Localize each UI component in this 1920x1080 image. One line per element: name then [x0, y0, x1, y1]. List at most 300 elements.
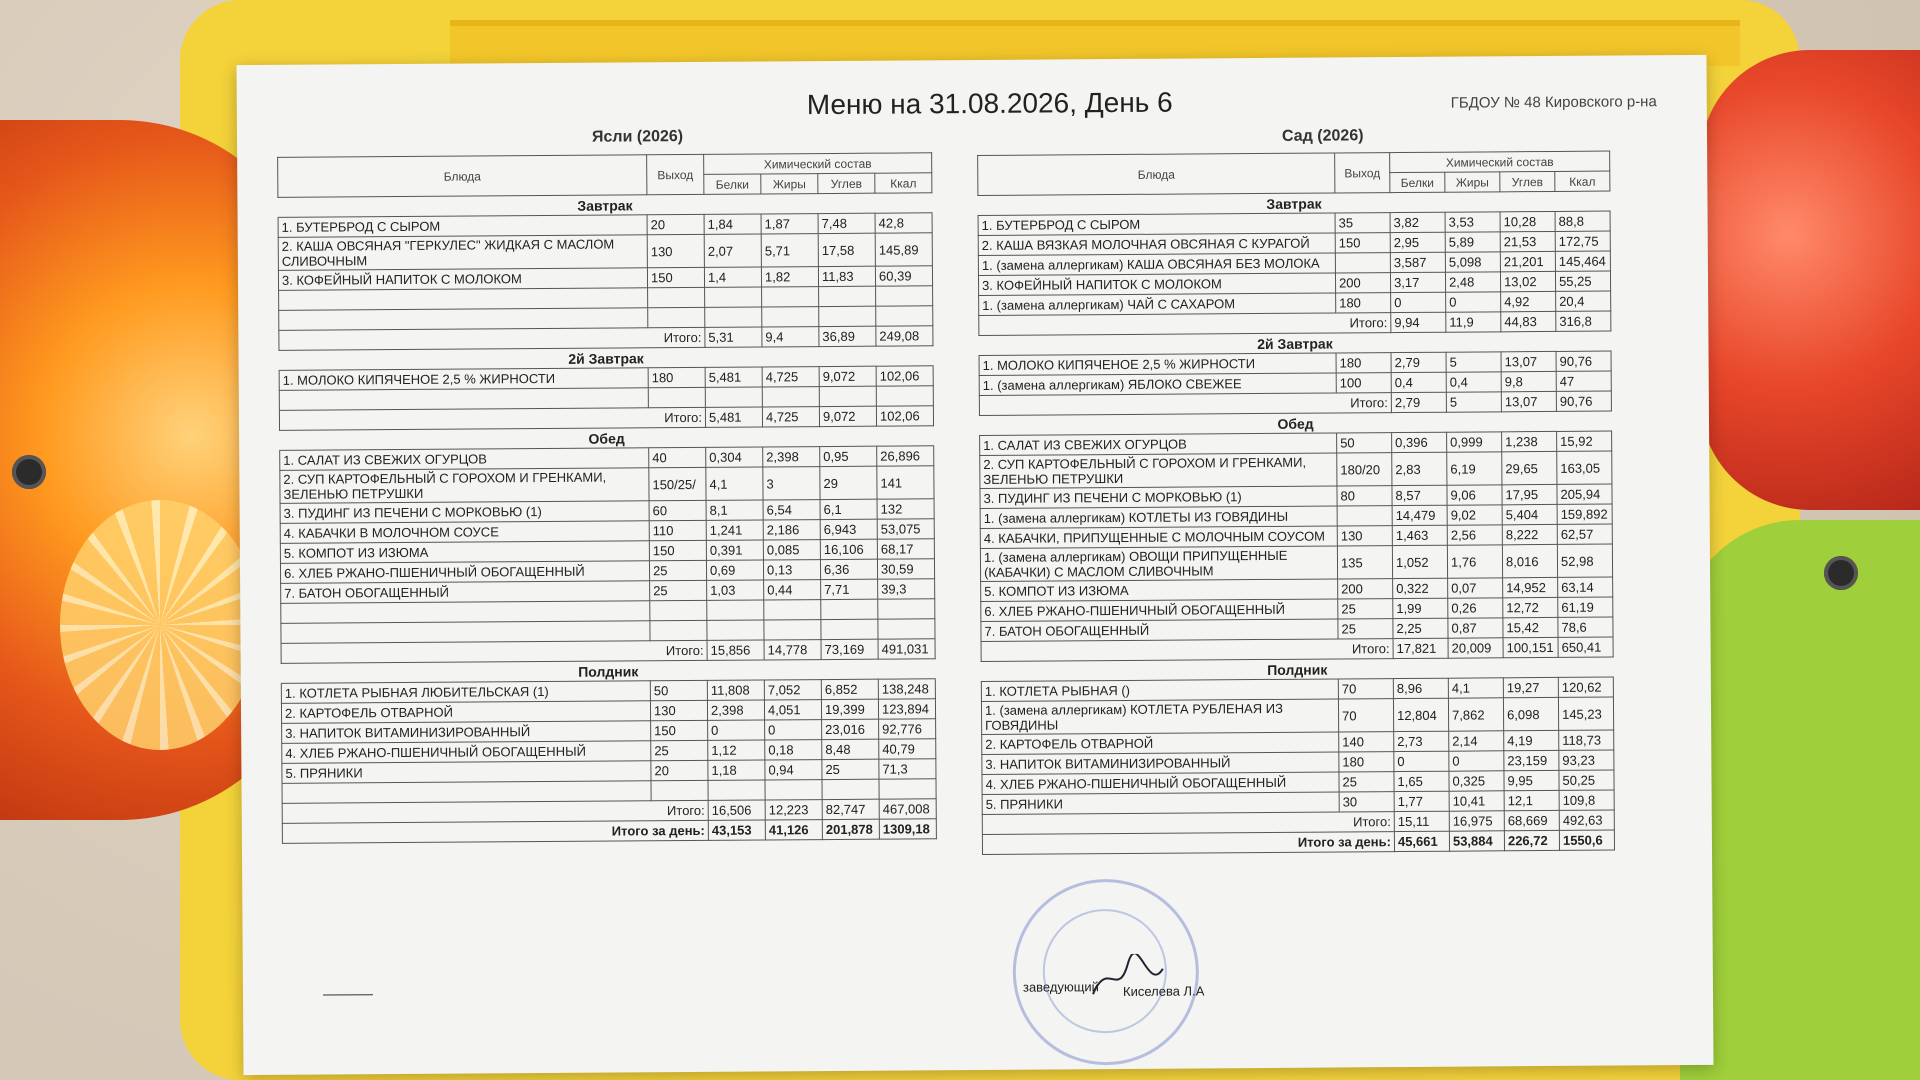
table-cell: 25 [1338, 599, 1393, 619]
dish-name: 4. ХЛЕБ РЖАНО-ПШЕНИЧНЫЙ ОБОГАЩЕННЫЙ [282, 741, 651, 764]
menu-sheet [236, 55, 1713, 1075]
table-cell: 3,53 [1445, 212, 1500, 232]
kindergarten-menu-table [977, 151, 1615, 855]
table-cell: 0,44 [764, 580, 821, 600]
table-cell: 8,222 [1502, 524, 1557, 544]
table-cell: 1,03 [707, 580, 764, 600]
table-cell: 61,19 [1558, 597, 1613, 617]
col-carbs-header: Углев [818, 173, 875, 193]
total-cell: 650,41 [1558, 637, 1613, 657]
table-cell [876, 286, 933, 306]
table-cell: 47 [1556, 371, 1611, 391]
table-cell: 180 [1336, 353, 1391, 373]
table-cell: 1,052 [1392, 545, 1447, 578]
dish-name [281, 621, 650, 644]
dish-name: 3. ПУДИНГ ИЗ ПЕЧЕНИ С МОРКОВЬЮ (1) [980, 486, 1337, 508]
table-cell: 5,481 [705, 367, 762, 387]
table-cell: 60 [649, 500, 706, 520]
table-cell: 0,325 [1449, 771, 1504, 791]
table-cell [878, 619, 935, 639]
dish-name: 4. КАБАЧКИ В МОЛОЧНОМ СОУСЕ [280, 521, 649, 544]
table-cell: 5,098 [1445, 252, 1500, 272]
section-title: 2й Завтрак [979, 331, 1611, 355]
table-cell: 8,57 [1392, 485, 1447, 505]
dish-name: 1. БУТЕРБРОД С СЫРОМ [978, 213, 1335, 235]
table-row [280, 466, 934, 504]
dish-name: 1. МОЛОКО КИПЯЧЕНОЕ 2,5 % ЖИРНОСТИ [979, 353, 1336, 375]
total-cell: 249,08 [876, 326, 933, 346]
table-cell: 1,238 [1502, 431, 1557, 451]
table-cell: 6,943 [820, 519, 877, 539]
total-cell: 492,63 [1559, 810, 1614, 830]
table-cell: 14,479 [1392, 505, 1447, 525]
table-cell: 17,95 [1502, 484, 1557, 504]
total-cell: 5 [1446, 392, 1501, 412]
table-cell [705, 387, 762, 407]
table-cell: 21,201 [1500, 251, 1555, 271]
total-cell: 68,669 [1504, 810, 1559, 830]
total-cell: 316,8 [1556, 311, 1611, 331]
table-cell: 0,69 [706, 560, 763, 580]
table-cell: 6,852 [821, 679, 878, 699]
table-cell: 1,241 [706, 520, 763, 540]
dish-name: 1. (замена аллергикам) ЧАЙ С САХАРОМ [979, 293, 1336, 315]
table-cell: 78,6 [1558, 617, 1613, 637]
table-cell: 2,398 [707, 700, 764, 720]
nursery-menu-table [277, 152, 937, 844]
dish-name: 1. КОТЛЕТА РЫБНАЯ ЛЮБИТЕЛЬСКАЯ (1) [281, 681, 650, 704]
table-cell: 0,26 [1448, 598, 1503, 618]
table-cell: 7,71 [821, 579, 878, 599]
table-cell: 172,75 [1555, 231, 1610, 251]
total-cell: 44,83 [1501, 311, 1556, 331]
orange-slice-image [60, 500, 260, 750]
table-cell: 21,53 [1500, 231, 1555, 251]
section-title: Полдник [281, 659, 935, 684]
dish-name: 1. (замена аллергикам) ЯБЛОКО СВЕЖЕЕ [979, 373, 1336, 395]
table-cell: 102,06 [876, 366, 933, 386]
table-cell: 3 [763, 467, 820, 500]
table-cell: 40 [649, 447, 706, 467]
table-cell: 5,404 [1502, 504, 1557, 524]
table-cell [705, 287, 762, 307]
table-cell: 2,07 [704, 234, 761, 267]
table-cell [650, 620, 707, 640]
table-cell: 200 [1338, 579, 1393, 599]
screw-icon [1824, 556, 1858, 590]
table-cell: 8,48 [822, 739, 879, 759]
table-cell: 0 [765, 720, 822, 740]
table-cell: 25 [650, 580, 707, 600]
table-cell: 2,14 [1449, 731, 1504, 751]
table-cell: 26,896 [877, 446, 934, 466]
col-chem-header: Химический состав [704, 153, 932, 175]
total-cell: 17,821 [1393, 638, 1448, 658]
dish-name: 1. (замена аллергикам) ОВОЩИ ПРИПУЩЕННЫЕ (КАБАЧКИ) С МАСЛОМ СЛИВОЧНЫМ [980, 546, 1337, 581]
table-cell [705, 307, 762, 327]
total-cell: 102,06 [876, 406, 933, 426]
day-total-cell: 53,884 [1449, 831, 1504, 851]
table-cell: 6,19 [1447, 452, 1502, 485]
table-cell: 180 [1339, 752, 1394, 772]
col-output-header: Выход [1335, 153, 1390, 193]
total-label: Итого: [282, 800, 708, 823]
table-cell: 25 [649, 560, 706, 580]
table-cell [822, 779, 879, 799]
table-cell: 30,59 [877, 559, 934, 579]
day-total-cell: 45,661 [1394, 831, 1449, 851]
total-cell: 491,031 [878, 639, 935, 659]
total-cell: 13,07 [1501, 391, 1556, 411]
day-total-row [282, 819, 936, 844]
col-protein-header: Белки [704, 174, 761, 194]
table-cell: 25 [1339, 772, 1394, 792]
table-cell: 70 [1338, 699, 1393, 732]
page-title: Меню на 31.08.2026, День 6 [806, 86, 1173, 121]
total-cell: 90,76 [1556, 391, 1611, 411]
dish-name: 1. (замена аллергикам) КОТЛЕТА РУБЛЕНАЯ ИЗ ГОВЯДИНЫ [981, 699, 1338, 734]
total-cell: 15,856 [707, 640, 764, 660]
table-cell: 30 [1339, 792, 1394, 812]
table-cell: 8,016 [1502, 544, 1557, 577]
signer-name: Киселева Л.А [1122, 983, 1205, 999]
table-cell: 141 [877, 466, 934, 499]
table-cell: 205,94 [1557, 484, 1612, 504]
table-cell: 1,4 [704, 267, 761, 287]
table-cell: 11,808 [707, 680, 764, 700]
table-cell [648, 307, 705, 327]
total-cell: 82,747 [822, 799, 879, 819]
dish-name: 1. МОЛОКО КИПЯЧЕНОЕ 2,5 % ЖИРНОСТИ [279, 368, 648, 391]
table-cell: 130 [650, 700, 707, 720]
day-total-label: Итого за день: [982, 832, 1394, 855]
total-cell: 4,725 [762, 407, 819, 427]
table-cell: 0,391 [706, 540, 763, 560]
table-cell: 150 [651, 720, 708, 740]
dish-name: 1. (замена аллергикам) КАША ОВСЯНАЯ БЕЗ МОЛОКА [978, 253, 1335, 275]
table-cell: 19,27 [1503, 677, 1558, 697]
dish-name [279, 388, 648, 411]
total-cell: 9,4 [762, 327, 819, 347]
table-cell: 50,25 [1559, 770, 1614, 790]
table-cell: 80 [1337, 486, 1392, 506]
table-cell: 135 [1337, 546, 1392, 579]
day-total-cell: 1309,18 [879, 819, 936, 839]
table-cell: 163,05 [1557, 451, 1612, 484]
table-cell: 93,23 [1559, 750, 1614, 770]
table-cell: 8,1 [706, 500, 763, 520]
table-cell: 3,82 [1390, 212, 1445, 232]
table-cell: 2,83 [1392, 452, 1447, 485]
table-cell: 2,79 [1391, 352, 1446, 372]
table-cell: 1,65 [1394, 771, 1449, 791]
day-total-cell: 1550,6 [1559, 830, 1614, 850]
total-label: Итого: [279, 407, 705, 430]
table-cell: 180 [648, 367, 705, 387]
table-cell: 132 [877, 499, 934, 519]
table-cell: 55,25 [1555, 271, 1610, 291]
table-cell: 0,4 [1391, 372, 1446, 392]
table-cell: 4,92 [1501, 291, 1556, 311]
table-cell [648, 287, 705, 307]
table-cell [707, 620, 764, 640]
table-cell: 0 [1446, 292, 1501, 312]
table-cell: 150 [647, 267, 704, 287]
total-label: Итого: [979, 313, 1391, 336]
table-cell [764, 620, 821, 640]
table-cell [821, 599, 878, 619]
table-cell: 71,3 [879, 759, 936, 779]
section-title: Завтрак [978, 191, 1610, 215]
table-cell: 11,83 [818, 266, 875, 286]
dish-name: 5. ПРЯНИКИ [982, 792, 1339, 814]
total-cell: 16,975 [1449, 811, 1504, 831]
total-cell: 9,072 [819, 406, 876, 426]
total-label: Итого: [982, 812, 1394, 835]
dish-name [282, 781, 651, 804]
table-cell: 0,95 [820, 446, 877, 466]
dish-name [281, 601, 650, 624]
green-decoration [1680, 520, 1920, 1080]
table-cell: 9,06 [1447, 485, 1502, 505]
table-cell: 145,23 [1558, 697, 1613, 730]
table-cell: 10,41 [1449, 791, 1504, 811]
table-cell [1335, 253, 1390, 273]
table-cell: 123,894 [878, 699, 935, 719]
total-cell: 15,11 [1394, 811, 1449, 831]
table-cell: 12,72 [1503, 597, 1558, 617]
table-cell [707, 600, 764, 620]
dish-name: 1. САЛАТ ИЗ СВЕЖИХ ОГУРЦОВ [280, 448, 649, 471]
table-cell [765, 780, 822, 800]
table-cell: 29 [820, 466, 877, 499]
table-cell: 130 [1337, 526, 1392, 546]
table-cell: 4,1 [706, 467, 763, 500]
table-cell: 20 [647, 214, 704, 234]
total-cell: 2,79 [1391, 392, 1446, 412]
table-cell [648, 387, 705, 407]
section-title: Полдник [981, 657, 1613, 681]
dish-name: 3. КОФЕЙНЫЙ НАПИТОК С МОЛОКОМ [278, 268, 647, 291]
dish-name: 1. БУТЕРБРОД С СЫРОМ [278, 215, 647, 238]
total-cell: 73,169 [821, 639, 878, 659]
dish-name: 4. КАБАЧКИ, ПРИПУЩЕННЫЕ С МОЛОЧНЫМ СОУСОМ [980, 526, 1337, 548]
dish-name: 4. ХЛЕБ РЖАНО-ПШЕНИЧНЫЙ ОБОГАЩЕННЫЙ [982, 772, 1339, 794]
dish-name: 1. САЛАТ ИЗ СВЕЖИХ ОГУРЦОВ [980, 433, 1337, 455]
table-cell: 42,8 [875, 213, 932, 233]
table-cell: 5 [1446, 352, 1501, 372]
table-cell: 150 [1335, 233, 1390, 253]
table-cell: 1,82 [761, 267, 818, 287]
dish-name: 1. КОТЛЕТА РЫБНАЯ () [981, 679, 1338, 701]
table-cell: 4,19 [1504, 730, 1559, 750]
table-cell [708, 780, 765, 800]
dish-name: 2. КАРТОФЕЛЬ ОТВАРНОЙ [281, 701, 650, 724]
dish-name: 2. КАША ОВСЯНАЯ "ГЕРКУЛЕС" ЖИДКАЯ С МАСЛОМ СЛИВОЧНЫМ [278, 235, 647, 271]
table-cell [878, 599, 935, 619]
table-cell: 20,4 [1556, 291, 1611, 311]
dish-name: 6. ХЛЕБ РЖАНО-ПШЕНИЧНЫЙ ОБОГАЩЕННЫЙ [981, 599, 1338, 621]
dish-name: 6. ХЛЕБ РЖАНО-ПШЕНИЧНЫЙ ОБОГАЩЕННЫЙ [280, 561, 649, 584]
total-cell: 14,778 [764, 640, 821, 660]
total-cell: 9,94 [1391, 312, 1446, 332]
table-cell [876, 306, 933, 326]
table-cell: 0,13 [763, 560, 820, 580]
table-cell [764, 600, 821, 620]
table-cell [819, 286, 876, 306]
table-cell: 145,89 [875, 233, 932, 266]
table-cell: 2,25 [1393, 618, 1448, 638]
table-cell: 150 [649, 540, 706, 560]
table-cell [650, 600, 707, 620]
table-cell: 13,02 [1500, 271, 1555, 291]
table-row [278, 233, 932, 271]
table-cell: 0,18 [765, 740, 822, 760]
table-cell: 110 [649, 520, 706, 540]
strawberry-decoration [1700, 50, 1920, 510]
table-cell: 150/25/ [649, 467, 706, 500]
table-cell: 6,098 [1503, 697, 1558, 730]
col-output-header: Выход [647, 154, 704, 194]
dish-name: 2. СУП КАРТОФЕЛЬНЫЙ С ГОРОХОМ И ГРЕНКАМИ, ЗЕЛЕНЬЮ ПЕТРУШКИ [280, 468, 649, 504]
table-cell: 0,94 [765, 760, 822, 780]
table-cell: 0,4 [1446, 372, 1501, 392]
signer-role: заведующий [1022, 979, 1099, 995]
total-label: Итого: [979, 393, 1391, 416]
table-cell: 12,1 [1504, 790, 1559, 810]
table-cell: 68,17 [877, 539, 934, 559]
dish-name: 3. НАПИТОК ВИТАМИНИЗИРОВАННЫЙ [282, 721, 651, 744]
col-dish-header: Блюда [978, 153, 1335, 195]
table-cell: 1,77 [1394, 791, 1449, 811]
total-label: Итого: [981, 639, 1393, 662]
table-cell: 0,085 [763, 540, 820, 560]
col-fat-header: Жиры [1445, 172, 1500, 192]
total-cell: 12,223 [765, 800, 822, 820]
table-cell [762, 387, 819, 407]
table-cell [762, 307, 819, 327]
table-cell: 0,87 [1448, 618, 1503, 638]
table-cell: 60,39 [875, 266, 932, 286]
table-cell: 6,54 [763, 500, 820, 520]
table-cell: 19,399 [821, 699, 878, 719]
table-cell: 90,76 [1556, 351, 1611, 371]
table-cell: 120,62 [1558, 677, 1613, 697]
total-cell: 5,481 [705, 407, 762, 427]
day-total-cell: 201,878 [822, 819, 879, 839]
table-cell: 52,98 [1557, 544, 1612, 577]
table-cell [762, 287, 819, 307]
dish-name: 7. БАТОН ОБОГАЩЕННЫЙ [281, 581, 650, 604]
table-cell: 1,84 [704, 214, 761, 234]
table-cell: 5,71 [761, 234, 818, 267]
dish-name [279, 308, 648, 331]
table-row [980, 544, 1612, 581]
table-cell: 140 [1339, 732, 1394, 752]
table-cell: 2,73 [1394, 731, 1449, 751]
table-cell: 9,02 [1447, 505, 1502, 525]
table-cell [879, 779, 936, 799]
table-cell: 9,072 [819, 366, 876, 386]
table-cell: 0,07 [1448, 578, 1503, 598]
table-cell: 2,95 [1390, 232, 1445, 252]
dish-name [279, 288, 648, 311]
organization-name: ГБДОУ № 48 Кировского р-на [1450, 93, 1657, 112]
col-dish-header: Блюда [278, 155, 647, 198]
table-cell: 17,58 [818, 233, 875, 266]
table-cell: 1,99 [1393, 598, 1448, 618]
dish-name: 3. ПУДИНГ ИЗ ПЕЧЕНИ С МОРКОВЬЮ (1) [280, 501, 649, 524]
col-kcal-header: Ккал [875, 173, 932, 193]
table-cell: 2,56 [1447, 525, 1502, 545]
day-total-label: Итого за день: [282, 820, 708, 843]
dish-name: 2. КАША ВЯЗКАЯ МОЛОЧНАЯ ОВСЯНАЯ С КУРАГОЙ [978, 233, 1335, 255]
table-cell: 15,42 [1503, 617, 1558, 637]
signature-line [323, 994, 373, 995]
total-cell: 5,31 [705, 327, 762, 347]
table-cell: 3,17 [1390, 272, 1445, 292]
dish-name: 3. КОФЕЙНЫЙ НАПИТОК С МОЛОКОМ [978, 273, 1335, 295]
table-cell: 0 [708, 720, 765, 740]
table-cell: 1,18 [708, 760, 765, 780]
table-cell: 180/20 [1337, 453, 1392, 486]
table-cell: 62,57 [1557, 524, 1612, 544]
table-cell: 7,48 [818, 213, 875, 233]
table-cell: 1,76 [1447, 545, 1502, 578]
table-cell: 23,159 [1504, 750, 1559, 770]
table-cell: 1,87 [761, 214, 818, 234]
total-cell: 20,009 [1448, 638, 1503, 658]
table-row [980, 451, 1612, 488]
section-title: Завтрак [278, 193, 932, 218]
total-label: Итого: [279, 327, 705, 350]
col-kcal-header: Ккал [1555, 171, 1610, 191]
table-cell: 35 [1335, 213, 1390, 233]
col-fat-header: Жиры [761, 174, 818, 194]
screw-icon [12, 455, 46, 489]
section-title: Обед [280, 426, 934, 451]
total-cell: 467,008 [879, 799, 936, 819]
col-carbs-header: Углев [1500, 171, 1555, 191]
dish-name: 1. (замена аллергикам) КОТЛЕТЫ ИЗ ГОВЯДИНЫ [980, 506, 1337, 528]
table-cell: 53,075 [877, 519, 934, 539]
table-cell: 0,396 [1392, 432, 1447, 452]
section-title: 2й Завтрак [279, 346, 933, 371]
day-total-cell: 43,153 [708, 820, 765, 840]
table-cell: 100 [1336, 373, 1391, 393]
day-total-cell: 226,72 [1504, 830, 1559, 850]
table-cell: 5,89 [1445, 232, 1500, 252]
table-cell [821, 619, 878, 639]
table-cell: 4,051 [764, 700, 821, 720]
table-cell: 0,304 [706, 447, 763, 467]
table-cell: 70 [1338, 679, 1393, 699]
table-cell: 109,8 [1559, 790, 1614, 810]
table-cell: 39,3 [878, 579, 935, 599]
table-cell: 200 [1335, 273, 1390, 293]
table-cell: 2,48 [1445, 272, 1500, 292]
table-cell: 0,999 [1447, 432, 1502, 452]
right-table-title: Сад (2026) [1281, 127, 1364, 145]
section-title: Обед [979, 411, 1611, 435]
total-label: Итого: [281, 640, 707, 663]
table-cell: 0 [1394, 751, 1449, 771]
table-cell: 0 [1391, 292, 1446, 312]
total-cell: 36,89 [819, 326, 876, 346]
table-cell: 9,8 [1501, 371, 1556, 391]
table-cell: 50 [1337, 433, 1392, 453]
table-cell: 23,016 [822, 719, 879, 739]
